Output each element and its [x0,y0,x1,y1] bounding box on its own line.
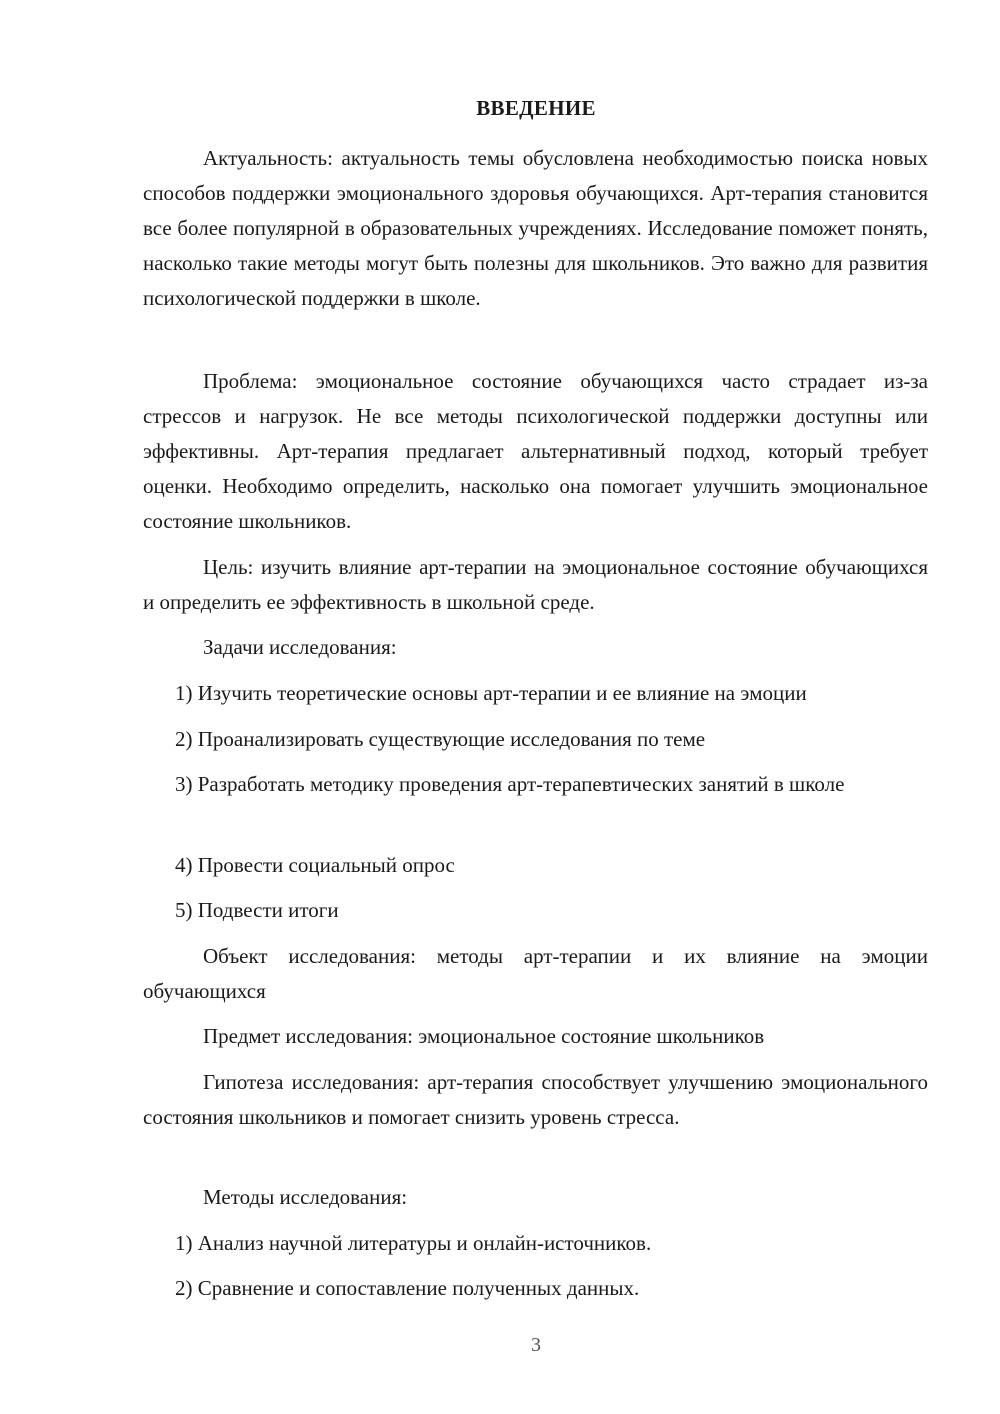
task-item: 1) Изучить теоретические основы арт-терапии и ее влияние на эмоции [175,681,807,705]
goal-paragraph: Цель: изучить влияние арт-терапии на эмоциональное состояние обучающихся и определить ее эффективность в школьной среде. [143,555,928,614]
problem-paragraph: Проблема: эмоциональное состояние обучающихся часто страдает из-за стрессов и нагрузок. Не все методы психологической поддержки доступны или эффективны. Арт-терапия предлагает альтернативный подход, который требует оценки. Необходимо определить, насколько она помогает улучшить эмоциональное состояние школьников. [143,369,928,533]
subject-paragraph: Предмет исследования: эмоциональное состояние школьников [203,1024,765,1048]
task-item: 2) Проанализировать существующие исследования по теме [175,727,706,751]
method-item: 1) Анализ научной литературы и онлайн-источников. [175,1231,652,1255]
page-number: 3 [531,1334,541,1356]
object-paragraph: Объект исследования: методы арт-терапии и их влияние на эмоции обучающихся [143,944,928,1003]
task-item: 3) Разработать методику проведения арт-терапевтических занятий в школе [175,772,845,796]
methods-heading: Методы исследования: [203,1185,408,1209]
page-title: ВВЕДЕНИЕ [476,96,596,120]
task-item: 4) Провести социальный опрос [175,853,455,877]
tasks-heading: Задачи исследования: [203,635,397,659]
relevance-paragraph: Актуальность: актуальность темы обусловлена необходимостью поиска новых способов поддержки эмоционального здоровья обучающихся. Арт-терапия становится все более популярной в образовательных учреждениях. Исследование поможет понять, насколько такие методы могут быть полезны для школьников. Это важно для развития психологической поддержки в школе. [143,146,928,310]
hypothesis-paragraph: Гипотеза исследования: арт-терапия способствует улучшению эмоционального состояния школьников и помогает снизить уровень стресса. [143,1070,928,1129]
task-item: 5) Подвести итоги [175,898,339,922]
method-item: 2) Сравнение и сопоставление полученных данных. [175,1276,640,1300]
